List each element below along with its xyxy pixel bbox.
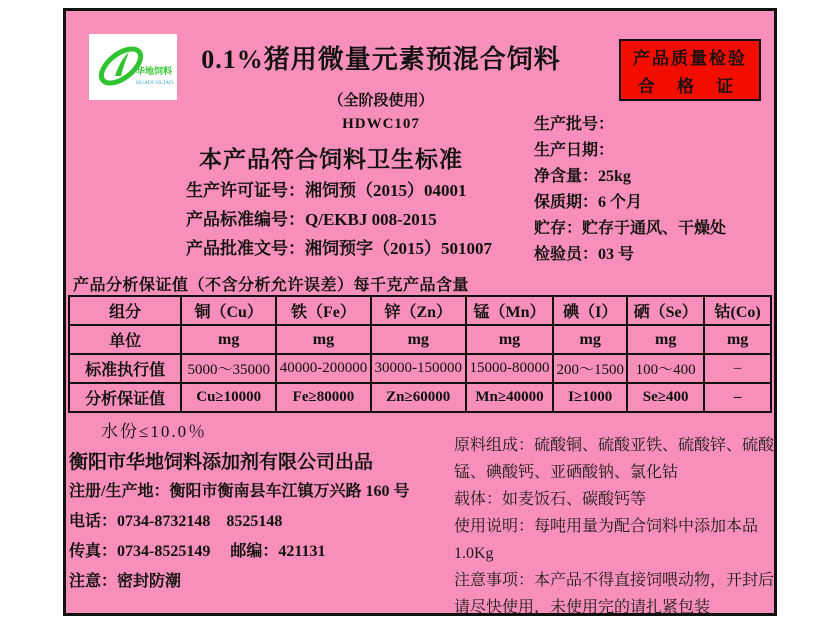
- logo-swoosh-icon: [89, 34, 177, 100]
- logo-name-sub: HUADI SILIAO: [136, 80, 174, 86]
- inspector-label: 检验员：: [534, 246, 599, 263]
- net-weight-line: [534, 164, 772, 190]
- table-cell: 单位: [69, 325, 181, 354]
- license-line: 生产许可证号：湘饲预（2015）04001: [186, 181, 467, 200]
- table-cell: Cu≥10000: [181, 383, 276, 412]
- table-cell: 标准执行值: [69, 354, 181, 383]
- moisture-line: 水份≤10.0％: [101, 422, 208, 441]
- production-date-label: 生产日期：: [534, 142, 615, 159]
- feed-label: [63, 8, 777, 616]
- table-cell: 100～400: [627, 354, 704, 383]
- stamp-line1: 产品质量检验: [633, 48, 747, 68]
- table-cell: mg: [181, 325, 276, 354]
- batch-number-line: [534, 112, 772, 138]
- table-cell: 组分: [69, 296, 181, 325]
- table-cell: 锰（Mn）: [466, 296, 554, 325]
- net-weight-value: 25kg: [598, 168, 631, 185]
- table-cell: 碘（I）: [553, 296, 627, 325]
- caution-line: 注意：密封防潮: [69, 573, 182, 590]
- shelf-life-value: 6 个月: [598, 194, 643, 211]
- table-cell: 5000～35000: [181, 354, 276, 383]
- table-cell: 钴(Co): [704, 296, 771, 325]
- shelf-life-line: [534, 190, 772, 216]
- production-date-line: [534, 138, 772, 164]
- table-cell: 锌（Zn）: [371, 296, 466, 325]
- table-cell: mg: [466, 325, 554, 354]
- table-cell: Mn≥40000: [466, 383, 554, 412]
- shelf-life-label: 保质期：: [534, 194, 599, 211]
- net-weight-label: 净含量：: [534, 168, 599, 185]
- company-logo: [89, 34, 177, 100]
- fax-postcode-line: 传真：0734-8525149 邮编：421131: [69, 543, 326, 560]
- warning-line: 注意事项：本产品不得直接饲喂动物，开封后请尽快使用，未使用完的请扎紧包装: [454, 572, 775, 616]
- storage-label: 贮存：: [534, 220, 583, 237]
- table-cell: Zn≥60000: [371, 383, 466, 412]
- table-cell: 铁（Fe）: [276, 296, 371, 325]
- table-cell: Se≥400: [627, 383, 704, 412]
- table-cell: 40000-200000: [276, 354, 371, 383]
- table-cell: mg: [276, 325, 371, 354]
- logo-name-cn: 华地饲料: [136, 66, 173, 76]
- phone-line: 电话：0734-8732148 8525148: [69, 513, 283, 530]
- quality-certificate-stamp: [619, 39, 761, 101]
- table-cell: –: [704, 383, 771, 412]
- table-cell: 30000-150000: [371, 354, 466, 383]
- storage-line: [534, 216, 772, 242]
- license-block: [186, 176, 492, 263]
- table-cell: mg: [371, 325, 466, 354]
- address-line: 注册/生产地：衡阳市衡南县车江镇万兴路 160 号: [69, 483, 410, 500]
- table-cell: 200～1500: [553, 354, 627, 383]
- production-info-block: [534, 112, 772, 268]
- analysis-table: [68, 295, 772, 413]
- hygiene-standard-line: 本产品符合饲料卫生标准: [199, 147, 463, 172]
- table-row-standard-values: [69, 354, 771, 383]
- product-code: HDWC107: [342, 116, 420, 132]
- inspector-value: 03 号: [598, 246, 635, 263]
- inspector-line: [534, 242, 772, 268]
- product-subtitle: （全阶段使用）: [328, 93, 434, 109]
- table-cell: 分析保证值: [69, 383, 181, 412]
- storage-value: 贮存于通风、干燥处: [582, 220, 727, 237]
- table-row-units: [69, 325, 771, 354]
- batch-number-label: 生产批号：: [534, 116, 615, 133]
- carrier-line: 载体：如麦饭石、碳酸钙等: [454, 491, 647, 508]
- ingredients-line: 原料组成：硫酸铜、硫酸亚铁、硫酸锌、硫酸锰、碘酸钙、亚硒酸钠、氯化钴: [454, 437, 775, 481]
- license-line: 产品标准编号：Q/EKBJ 008-2015: [186, 210, 437, 229]
- table-cell: 硒（Se）: [627, 296, 704, 325]
- analysis-table-title: 产品分析保证值（不含分析允许误差）每千克产品含量: [73, 277, 470, 294]
- producer-line: 衡阳市华地饲料添加剂有限公司出品: [69, 452, 374, 473]
- usage-line: 使用说明：每吨用量为配合饲料中添加本品 1.0Kg: [454, 518, 759, 562]
- table-cell: mg: [627, 325, 704, 354]
- table-row-guaranteed-values: [69, 383, 771, 412]
- table-cell: I≥1000: [553, 383, 627, 412]
- license-line: 产品批准文号：湘饲预字（2015）501007: [186, 239, 492, 258]
- table-cell: 15000-80000: [466, 354, 554, 383]
- table-cell: Fe≥80000: [276, 383, 371, 412]
- table-cell: –: [704, 354, 771, 383]
- ingredients-notes-block: [454, 432, 776, 621]
- stamp-line2: 合 格 证: [637, 76, 743, 96]
- table-cell: mg: [704, 325, 771, 354]
- table-cell: 铜（Cu）: [181, 296, 276, 325]
- product-title: 0.1%猪用微量元素预混合饲料: [201, 45, 561, 74]
- table-cell: mg: [553, 325, 627, 354]
- contact-block: [69, 477, 409, 597]
- table-row-components: [69, 296, 771, 325]
